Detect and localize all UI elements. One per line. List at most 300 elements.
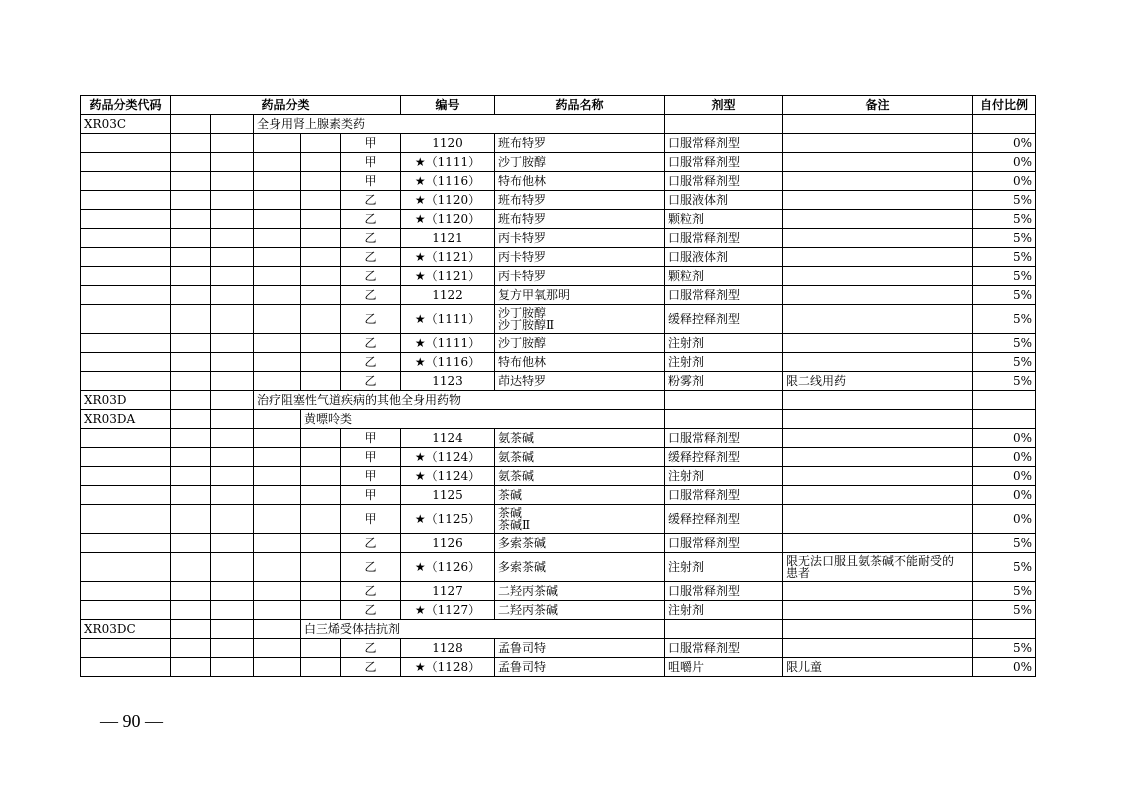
category-spacer-cell xyxy=(211,486,254,505)
drug-row xyxy=(81,248,1036,267)
self-pay-ratio-cell: 0% xyxy=(973,505,1036,534)
self-pay-ratio-cell: 5% xyxy=(973,191,1036,210)
remarks-cell xyxy=(783,286,973,305)
table-body xyxy=(81,115,1036,677)
category-spacer-cell xyxy=(171,467,211,486)
category-spacer-cell xyxy=(301,429,341,448)
category-spacer-cell xyxy=(254,553,301,582)
grade-cell: 甲 xyxy=(341,429,401,448)
category-spacer-cell xyxy=(171,534,211,553)
remarks-cell xyxy=(783,658,973,677)
drug-name-line: 班布特罗 xyxy=(498,193,547,207)
category-spacer-cell xyxy=(171,372,211,391)
self-pay-ratio-cell: 5% xyxy=(973,553,1036,582)
remarks-cell xyxy=(973,620,1036,639)
category-spacer-cell xyxy=(171,505,211,534)
self-pay-ratio-cell: 5% xyxy=(973,286,1036,305)
self-pay-ratio-cell: 0% xyxy=(973,467,1036,486)
header-self-pay-ratio: 自付比例 xyxy=(973,96,1036,115)
category-spacer-cell xyxy=(211,534,254,553)
category-spacer-cell xyxy=(301,658,341,677)
category-spacer-cell xyxy=(171,115,211,134)
category-spacer-cell xyxy=(81,553,171,582)
category-spacer-cell xyxy=(301,639,341,658)
header-drug-name: 药品名称 xyxy=(495,96,665,115)
drug-name-cell xyxy=(495,505,665,534)
dosage-form-cell: 口服常释剂型 xyxy=(665,429,783,448)
drug-name-cell xyxy=(495,486,665,505)
remarks-cell xyxy=(783,172,973,191)
drug-row xyxy=(81,467,1036,486)
dosage-form-cell: 口服常释剂型 xyxy=(665,153,783,172)
dosage-form-cell: 注射剂 xyxy=(665,553,783,582)
category-spacer-cell xyxy=(81,210,171,229)
drug-row xyxy=(81,582,1036,601)
drug-name-line: 班布特罗 xyxy=(498,136,547,150)
category-spacer-cell xyxy=(301,191,341,210)
category-spacer-cell xyxy=(301,582,341,601)
drug-name-cell xyxy=(495,534,665,553)
drug-name-cell xyxy=(665,620,783,639)
category-code-cell: XR03DC xyxy=(81,620,171,639)
self-pay-ratio-cell: 0% xyxy=(973,658,1036,677)
drug-name-line: 茚达特罗 xyxy=(498,374,547,388)
drug-name-cell xyxy=(665,391,783,410)
drug-number-cell: ★（1121） xyxy=(401,267,495,286)
drug-number-cell: ★（1125） xyxy=(401,505,495,534)
remarks-cell xyxy=(783,467,973,486)
drug-row xyxy=(81,267,1036,286)
category-spacer-cell xyxy=(171,658,211,677)
grade-cell: 甲 xyxy=(341,486,401,505)
category-spacer-cell xyxy=(171,582,211,601)
dosage-form-cell: 注射剂 xyxy=(665,467,783,486)
self-pay-ratio-cell: 5% xyxy=(973,305,1036,334)
drug-name-line: 特布他林 xyxy=(498,355,547,369)
grade-cell: 乙 xyxy=(341,229,401,248)
category-spacer-cell xyxy=(171,305,211,334)
header-dosage-form: 剂型 xyxy=(665,96,783,115)
category-spacer-cell xyxy=(301,210,341,229)
drug-number-cell: ★（1124） xyxy=(401,467,495,486)
category-spacer-cell xyxy=(301,534,341,553)
self-pay-ratio-cell: 0% xyxy=(973,429,1036,448)
remarks-cell xyxy=(783,582,973,601)
grade-cell: 乙 xyxy=(341,553,401,582)
drug-name-line: 二羟丙茶碱 xyxy=(498,603,559,617)
self-pay-ratio-cell: 5% xyxy=(973,639,1036,658)
drug-row xyxy=(81,601,1036,620)
remarks-cell xyxy=(783,448,973,467)
drug-row xyxy=(81,372,1036,391)
category-spacer-cell xyxy=(211,467,254,486)
category-spacer-cell xyxy=(254,153,301,172)
category-spacer-cell xyxy=(81,486,171,505)
category-spacer-cell xyxy=(254,248,301,267)
category-spacer-cell xyxy=(301,334,341,353)
drug-number-cell: 1126 xyxy=(401,534,495,553)
dosage-form-cell: 口服常释剂型 xyxy=(665,534,783,553)
grade-cell: 乙 xyxy=(341,353,401,372)
grade-cell: 甲 xyxy=(341,134,401,153)
drug-name-cell xyxy=(495,153,665,172)
remarks-cell xyxy=(783,334,973,353)
category-spacer-cell xyxy=(171,353,211,372)
drug-name-line: 丙卡特罗 xyxy=(498,250,547,264)
drug-name-cell xyxy=(495,191,665,210)
grade-cell: 乙 xyxy=(341,248,401,267)
category-spacer-cell xyxy=(171,601,211,620)
drug-catalog-table xyxy=(80,95,1036,677)
remarks-cell xyxy=(783,639,973,658)
category-spacer-cell xyxy=(301,153,341,172)
dosage-form-cell: 颗粒剂 xyxy=(665,210,783,229)
category-spacer-cell xyxy=(301,448,341,467)
self-pay-ratio-cell: 5% xyxy=(973,353,1036,372)
drug-row xyxy=(81,448,1036,467)
remarks-cell xyxy=(783,429,973,448)
drug-number-cell: ★（1126） xyxy=(401,553,495,582)
category-spacer-cell xyxy=(211,448,254,467)
category-spacer-cell xyxy=(254,305,301,334)
drug-row xyxy=(81,658,1036,677)
dosage-form-cell: 咀嚼片 xyxy=(665,658,783,677)
category-spacer-cell xyxy=(254,267,301,286)
dosage-form-cell: 粉雾剂 xyxy=(665,372,783,391)
drug-name-line: 氨茶碱 xyxy=(498,450,535,464)
drug-name-line: 班布特罗 xyxy=(498,212,547,226)
category-spacer-cell xyxy=(81,267,171,286)
remarks-cell xyxy=(783,191,973,210)
remarks-cell xyxy=(783,534,973,553)
category-spacer-cell xyxy=(171,486,211,505)
category-spacer-cell xyxy=(254,353,301,372)
drug-number-cell: 1124 xyxy=(401,429,495,448)
category-spacer-cell xyxy=(211,229,254,248)
dosage-form-cell xyxy=(783,391,973,410)
category-spacer-cell xyxy=(211,191,254,210)
category-spacer-cell xyxy=(254,372,301,391)
category-spacer-cell xyxy=(301,134,341,153)
category-spacer-cell xyxy=(81,134,171,153)
drug-name-cell xyxy=(495,334,665,353)
self-pay-ratio-cell: 0% xyxy=(973,134,1036,153)
category-spacer-cell xyxy=(81,248,171,267)
drug-name-cell xyxy=(495,429,665,448)
category-spacer-cell xyxy=(211,620,254,639)
grade-cell: 乙 xyxy=(341,305,401,334)
remarks-cell xyxy=(973,391,1036,410)
category-spacer-cell xyxy=(171,391,211,410)
category-spacer-cell xyxy=(254,582,301,601)
category-spacer-cell xyxy=(254,429,301,448)
drug-number-cell: ★（1127） xyxy=(401,601,495,620)
category-spacer-cell xyxy=(171,134,211,153)
drug-row xyxy=(81,486,1036,505)
remarks-cell xyxy=(973,410,1036,429)
drug-name-cell xyxy=(495,467,665,486)
dosage-form-cell xyxy=(783,620,973,639)
drug-name-cell xyxy=(495,172,665,191)
remarks-cell xyxy=(783,305,973,334)
remarks-cell xyxy=(783,210,973,229)
category-spacer-cell xyxy=(211,153,254,172)
category-spacer-cell xyxy=(171,334,211,353)
category-spacer-cell xyxy=(81,448,171,467)
drug-row xyxy=(81,172,1036,191)
category-spacer-cell xyxy=(211,582,254,601)
drug-row xyxy=(81,353,1036,372)
dosage-form-cell: 注射剂 xyxy=(665,334,783,353)
drug-name-cell xyxy=(495,372,665,391)
drug-name-line: 沙丁胺醇Ⅱ xyxy=(498,318,555,332)
drug-name-line: 茶碱 xyxy=(498,488,523,502)
category-spacer-cell xyxy=(171,429,211,448)
grade-cell: 乙 xyxy=(341,210,401,229)
remarks-cell xyxy=(783,229,973,248)
drug-row xyxy=(81,210,1036,229)
category-spacer-cell xyxy=(211,305,254,334)
table-header-row xyxy=(81,96,1036,115)
drug-name-line: 沙丁胺醇 xyxy=(498,155,547,169)
grade-cell: 乙 xyxy=(341,639,401,658)
category-spacer-cell xyxy=(301,467,341,486)
drug-name-cell xyxy=(495,448,665,467)
drug-number-cell: ★（1111） xyxy=(401,305,495,334)
category-spacer-cell xyxy=(254,639,301,658)
dosage-form-cell: 注射剂 xyxy=(665,353,783,372)
dosage-form-cell: 口服液体剂 xyxy=(665,248,783,267)
drug-name-line: 氨茶碱 xyxy=(498,469,535,483)
grade-cell: 乙 xyxy=(341,286,401,305)
drug-name-cell xyxy=(665,410,783,429)
category-spacer-cell xyxy=(301,305,341,334)
category-spacer-cell xyxy=(171,153,211,172)
self-pay-ratio-cell: 5% xyxy=(973,229,1036,248)
category-spacer-cell xyxy=(254,467,301,486)
category-spacer-cell xyxy=(81,639,171,658)
drug-name-line: 丙卡特罗 xyxy=(498,269,547,283)
self-pay-ratio-cell: 5% xyxy=(973,582,1036,601)
category-spacer-cell xyxy=(301,553,341,582)
drug-name-line: 茶碱Ⅱ xyxy=(498,518,531,532)
drug-row xyxy=(81,334,1036,353)
category-spacer-cell xyxy=(171,410,211,429)
remarks-cell xyxy=(783,153,973,172)
dosage-form-cell: 口服常释剂型 xyxy=(665,286,783,305)
category-row xyxy=(81,410,1036,429)
remarks-cell xyxy=(783,553,973,582)
category-spacer-cell xyxy=(254,410,301,429)
dosage-form-cell: 口服常释剂型 xyxy=(665,134,783,153)
drug-row xyxy=(81,505,1036,534)
category-spacer-cell xyxy=(211,267,254,286)
remarks-cell xyxy=(783,505,973,534)
grade-cell: 甲 xyxy=(341,172,401,191)
header-category-code: 药品分类代码 xyxy=(81,96,171,115)
drug-name-line: 孟鲁司特 xyxy=(498,641,547,655)
category-row xyxy=(81,115,1036,134)
category-spacer-cell xyxy=(171,620,211,639)
drug-name-cell xyxy=(495,639,665,658)
grade-cell: 甲 xyxy=(341,505,401,534)
drug-row xyxy=(81,191,1036,210)
drug-number-cell: ★（1120） xyxy=(401,191,495,210)
grade-cell: 乙 xyxy=(341,582,401,601)
category-spacer-cell xyxy=(254,229,301,248)
drug-number-cell: 1120 xyxy=(401,134,495,153)
category-spacer-cell xyxy=(211,334,254,353)
drug-name-line: 多索茶碱 xyxy=(498,536,547,550)
category-spacer-cell xyxy=(171,248,211,267)
dosage-form-cell: 口服常释剂型 xyxy=(665,582,783,601)
category-spacer-cell xyxy=(81,229,171,248)
drug-name-cell xyxy=(495,353,665,372)
category-spacer-cell xyxy=(301,229,341,248)
remarks-cell xyxy=(783,267,973,286)
self-pay-ratio-cell: 5% xyxy=(973,372,1036,391)
self-pay-ratio-cell: 0% xyxy=(973,486,1036,505)
drug-name-cell xyxy=(495,229,665,248)
drug-name-cell xyxy=(665,115,783,134)
category-spacer-cell xyxy=(81,172,171,191)
drug-name-line: 多索茶碱 xyxy=(498,560,547,574)
category-spacer-cell xyxy=(254,601,301,620)
self-pay-ratio-cell: 5% xyxy=(973,601,1036,620)
dosage-form-cell: 口服常释剂型 xyxy=(665,172,783,191)
remarks-cell xyxy=(783,248,973,267)
drug-name-line: 氨茶碱 xyxy=(498,431,535,445)
drug-number-cell: ★（1116） xyxy=(401,172,495,191)
category-spacer-cell xyxy=(254,620,301,639)
drug-number-cell: ★（1111） xyxy=(401,334,495,353)
drug-name-line: 沙丁胺醇 xyxy=(498,336,547,350)
category-spacer-cell xyxy=(171,191,211,210)
category-code-cell: XR03D xyxy=(81,391,171,410)
category-spacer-cell xyxy=(254,191,301,210)
drug-number-cell: ★（1116） xyxy=(401,353,495,372)
category-label-cell: 黄嘌呤类 xyxy=(301,410,665,429)
remarks-cell xyxy=(973,115,1036,134)
drug-number-cell: ★（1128） xyxy=(401,658,495,677)
dosage-form-cell: 口服常释剂型 xyxy=(665,639,783,658)
drug-name-line: 二羟丙茶碱 xyxy=(498,584,559,598)
category-spacer-cell xyxy=(211,248,254,267)
category-code-cell: XR03DA xyxy=(81,410,171,429)
category-spacer-cell xyxy=(254,486,301,505)
category-spacer-cell xyxy=(211,286,254,305)
category-spacer-cell xyxy=(81,191,171,210)
category-spacer-cell xyxy=(301,505,341,534)
drug-number-cell: ★（1121） xyxy=(401,248,495,267)
category-spacer-cell xyxy=(81,582,171,601)
drug-name-cell xyxy=(495,134,665,153)
drug-name-cell xyxy=(495,582,665,601)
self-pay-ratio-cell: 0% xyxy=(973,448,1036,467)
drug-row xyxy=(81,286,1036,305)
category-spacer-cell xyxy=(254,134,301,153)
category-spacer-cell xyxy=(81,534,171,553)
page-number: — 90 — xyxy=(100,711,163,731)
category-spacer-cell xyxy=(211,601,254,620)
category-spacer-cell xyxy=(301,372,341,391)
dosage-form-cell: 口服液体剂 xyxy=(665,191,783,210)
drug-row xyxy=(81,639,1036,658)
remarks-line: 限儿童 xyxy=(786,660,823,674)
drug-name-cell xyxy=(495,601,665,620)
category-code-cell: XR03C xyxy=(81,115,171,134)
remarks-line: 限二线用药 xyxy=(786,374,847,388)
category-spacer-cell xyxy=(81,153,171,172)
remarks-line: 限无法口服且氨茶碱不能耐受的 xyxy=(786,554,955,568)
drug-name-line: 孟鲁司特 xyxy=(498,660,547,674)
category-spacer-cell xyxy=(301,353,341,372)
drug-name-cell xyxy=(495,553,665,582)
drug-name-line: 丙卡特罗 xyxy=(498,231,547,245)
category-spacer-cell xyxy=(171,286,211,305)
header-category: 药品分类 xyxy=(171,96,401,115)
category-row xyxy=(81,620,1036,639)
grade-cell: 乙 xyxy=(341,334,401,353)
remarks-cell xyxy=(783,353,973,372)
drug-number-cell: ★（1120） xyxy=(401,210,495,229)
drug-name-cell xyxy=(495,658,665,677)
category-spacer-cell xyxy=(254,210,301,229)
drug-name-cell xyxy=(495,210,665,229)
category-spacer-cell xyxy=(81,286,171,305)
category-spacer-cell xyxy=(301,286,341,305)
grade-cell: 甲 xyxy=(341,448,401,467)
category-spacer-cell xyxy=(81,305,171,334)
drug-row xyxy=(81,534,1036,553)
category-spacer-cell xyxy=(254,658,301,677)
drug-number-cell: 1125 xyxy=(401,486,495,505)
dosage-form-cell xyxy=(783,115,973,134)
self-pay-ratio-cell: 5% xyxy=(973,210,1036,229)
category-spacer-cell xyxy=(254,448,301,467)
category-spacer-cell xyxy=(211,639,254,658)
dosage-form-cell: 口服常释剂型 xyxy=(665,486,783,505)
category-spacer-cell xyxy=(254,172,301,191)
category-label-cell: 白三烯受体拮抗剂 xyxy=(301,620,665,639)
remarks-cell xyxy=(783,486,973,505)
dosage-form-cell: 缓释控释剂型 xyxy=(665,505,783,534)
category-spacer-cell xyxy=(254,534,301,553)
header-number: 编号 xyxy=(401,96,495,115)
category-spacer-cell xyxy=(254,334,301,353)
remarks-cell xyxy=(783,372,973,391)
dosage-form-cell: 颗粒剂 xyxy=(665,267,783,286)
drug-number-cell: 1121 xyxy=(401,229,495,248)
drug-name-cell xyxy=(495,305,665,334)
drug-number-cell: 1128 xyxy=(401,639,495,658)
category-spacer-cell xyxy=(254,286,301,305)
category-spacer-cell xyxy=(171,553,211,582)
dosage-form-cell xyxy=(783,410,973,429)
drug-name-cell xyxy=(495,248,665,267)
category-spacer-cell xyxy=(171,639,211,658)
category-row xyxy=(81,391,1036,410)
dosage-form-cell: 注射剂 xyxy=(665,601,783,620)
category-spacer-cell xyxy=(211,372,254,391)
drug-row xyxy=(81,305,1036,334)
drug-row xyxy=(81,429,1036,448)
remarks-cell xyxy=(783,601,973,620)
category-spacer-cell xyxy=(211,505,254,534)
grade-cell: 甲 xyxy=(341,467,401,486)
remarks-line: 患者 xyxy=(786,566,811,580)
category-spacer-cell xyxy=(211,115,254,134)
